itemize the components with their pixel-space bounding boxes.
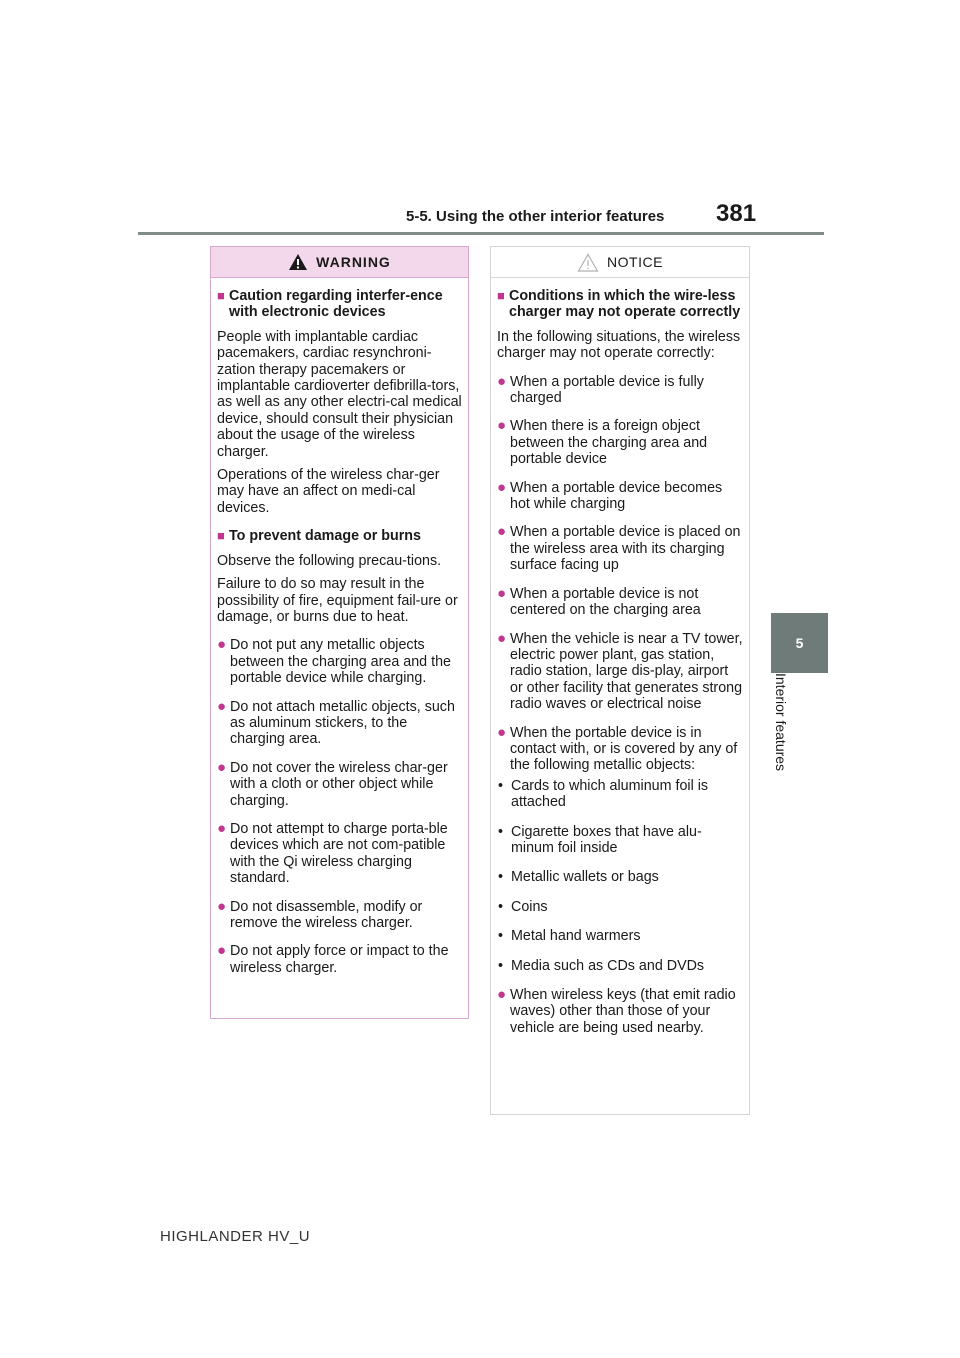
list-item: ● When a portable device is not centered on the charging area	[497, 584, 701, 619]
dot-marker-icon: •	[498, 869, 504, 886]
list-item: ● Do not attempt to charge porta-ble devices which are not com-patible with the Qi wireless charging standard.	[217, 819, 448, 887]
warning-triangle-filled-icon	[288, 253, 308, 271]
list-item: ● When there is a foreign object between the charging area and portable device	[497, 417, 708, 468]
circle-bullet-icon: ●	[497, 584, 507, 602]
warning-paragraph: Operations of the wireless char-ger may have an affect on medi-cal devices.	[217, 467, 440, 516]
circle-bullet-icon: ●	[217, 819, 227, 837]
warning-box	[210, 246, 469, 1019]
circle-bullet-icon: ●	[497, 523, 507, 541]
list-item: ● When a portable device is placed on the wireless area with its charging surface facing up	[497, 523, 741, 574]
list-item: ● Do not disassemble, modify or remove the wireless charger.	[217, 897, 423, 931]
dot-marker-icon: •	[498, 957, 504, 974]
circle-bullet-icon: ●	[217, 897, 227, 915]
section-title: 5-5. Using the other interior features	[406, 208, 665, 225]
warning-paragraph: Failure to do so may result in the possibility of fire, equipment fail-ure or damage, or burns due to heat.	[217, 576, 458, 625]
notice-title: NOTICE	[607, 254, 663, 270]
sub-list-item: • Media such as CDs and DVDs	[498, 957, 705, 974]
list-item: ● When the portable device is in contact with, or is covered by any of the following metallic objects:	[497, 723, 738, 774]
square-bullet-icon: ■	[217, 288, 225, 303]
sub-list-item: • Cards to which aluminum foil is attached	[498, 777, 709, 811]
warning-paragraph: Observe the following precau-tions.	[217, 552, 442, 569]
circle-bullet-icon: ●	[497, 478, 507, 496]
sub-list-item: • Metallic wallets or bags	[498, 869, 659, 886]
header-divider	[138, 232, 824, 235]
notice-box	[490, 246, 750, 1115]
circle-bullet-icon: ●	[217, 942, 227, 960]
notice-intro: In the following situations, the wireless charger may not operate correctly:	[497, 328, 741, 362]
notice-body	[491, 278, 749, 1036]
list-item: ● Do not put any metallic objects between the charging area and the portable device while charging.	[217, 636, 451, 687]
sub-list-item: • Coins	[498, 898, 548, 915]
circle-bullet-icon: ●	[497, 986, 507, 1003]
sub-list-item: • Metal hand warmers	[498, 928, 641, 945]
dot-marker-icon: •	[498, 823, 504, 840]
list-item: ● Do not cover the wireless char-ger with a cloth or other object while charging.	[217, 758, 448, 809]
dot-marker-icon: •	[498, 928, 504, 945]
warning-header	[211, 247, 468, 278]
notice-header	[491, 247, 749, 278]
caution-triangle-outline-icon	[577, 253, 599, 272]
notice-heading: ■ Conditions in which the wire-less charger may not operate correctly	[497, 288, 741, 321]
warning-heading: ■ Caution regarding interfer-ence with electronic devices	[217, 288, 443, 321]
model-footer: HIGHLANDER HV_U	[160, 1228, 311, 1245]
circle-bullet-icon: ●	[497, 629, 507, 647]
square-bullet-icon: ■	[217, 528, 225, 544]
circle-bullet-icon: ●	[497, 417, 507, 435]
warning-body	[211, 278, 468, 976]
square-bullet-icon: ■	[497, 288, 505, 303]
warning-heading: ■ To prevent damage or burns	[217, 528, 421, 545]
dot-marker-icon: •	[498, 898, 504, 915]
chapter-tab[interactable]	[771, 613, 828, 673]
chapter-number: 5	[795, 635, 804, 651]
circle-bullet-icon: ●	[497, 723, 507, 741]
circle-bullet-icon: ●	[217, 636, 227, 654]
list-item: ● Do not apply force or impact to the wireless charger.	[217, 942, 449, 976]
list-item: ● When wireless keys (that emit radio waves) other than those of your vehicle are being used nearby.	[497, 986, 736, 1036]
dot-marker-icon: •	[498, 777, 504, 794]
list-item: ● When the vehicle is near a TV tower, electric power plant, gas station, radio station, large dis-play, airport or other facility that generates strong radio waves or electrical noise	[497, 629, 743, 713]
page-number: 381	[716, 200, 757, 227]
chapter-label: Interior features	[773, 673, 789, 772]
list-item: ● When a portable device becomes hot while charging	[497, 478, 723, 513]
list-item: ● Do not attach metallic objects, such as aluminum stickers, to the charging area.	[217, 697, 455, 748]
list-item: ● When a portable device is fully charged	[497, 372, 704, 407]
circle-bullet-icon: ●	[497, 372, 507, 390]
warning-title: WARNING	[316, 254, 391, 270]
circle-bullet-icon: ●	[217, 758, 227, 776]
circle-bullet-icon: ●	[217, 697, 227, 715]
sub-list-item: • Cigarette boxes that have alu-minum foil inside	[498, 823, 702, 856]
warning-paragraph: People with implantable cardiac pacemakers, cardiac resynchroni-zation therapy pacemakers or implantable cardioverter defibrilla-tors, as well as any other electri-cal medical device, should consult their physician about the usage of the wireless charger.	[217, 328, 462, 460]
